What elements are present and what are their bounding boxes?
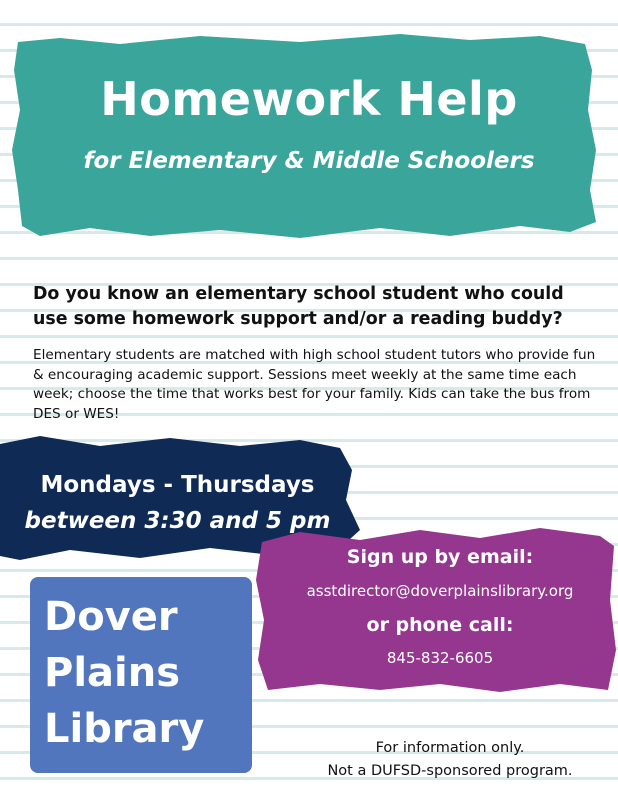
- logo-line-2: Plains: [44, 650, 181, 696]
- signup-email-address[interactable]: asstdirector@doverplainslibrary.org: [306, 582, 574, 600]
- page-subtitle: for Elementary & Middle Schoolers: [83, 148, 535, 174]
- disclaimer-line-1: For information only.: [375, 740, 525, 756]
- schedule-hours: between 3:30 and 5 pm: [24, 508, 331, 534]
- logo-line-3: Library: [44, 706, 205, 752]
- page-title: Homework Help: [100, 72, 518, 126]
- signup-phone-heading: or phone call:: [366, 614, 514, 636]
- intro-description: Elementary students are matched with high school student tutors who provide fun & encouraging academic support. Sessions meet weekly at the same time each week; choose the time that works best for your family. Kids can take the bus from DES or WES!: [33, 347, 596, 422]
- schedule-days: Mondays - Thursdays: [40, 472, 315, 498]
- logo-line-1: Dover: [44, 594, 178, 640]
- disclaimer-line-2: Not a DUFSD-sponsored program.: [327, 763, 573, 779]
- signup-phone-number[interactable]: 845-832-6605: [386, 649, 494, 667]
- library-logo: [30, 577, 252, 773]
- signup-email-heading: Sign up by email:: [346, 546, 534, 568]
- intro-question: Do you know an elementary school student who could use some homework support and/or a reading buddy?: [33, 284, 564, 329]
